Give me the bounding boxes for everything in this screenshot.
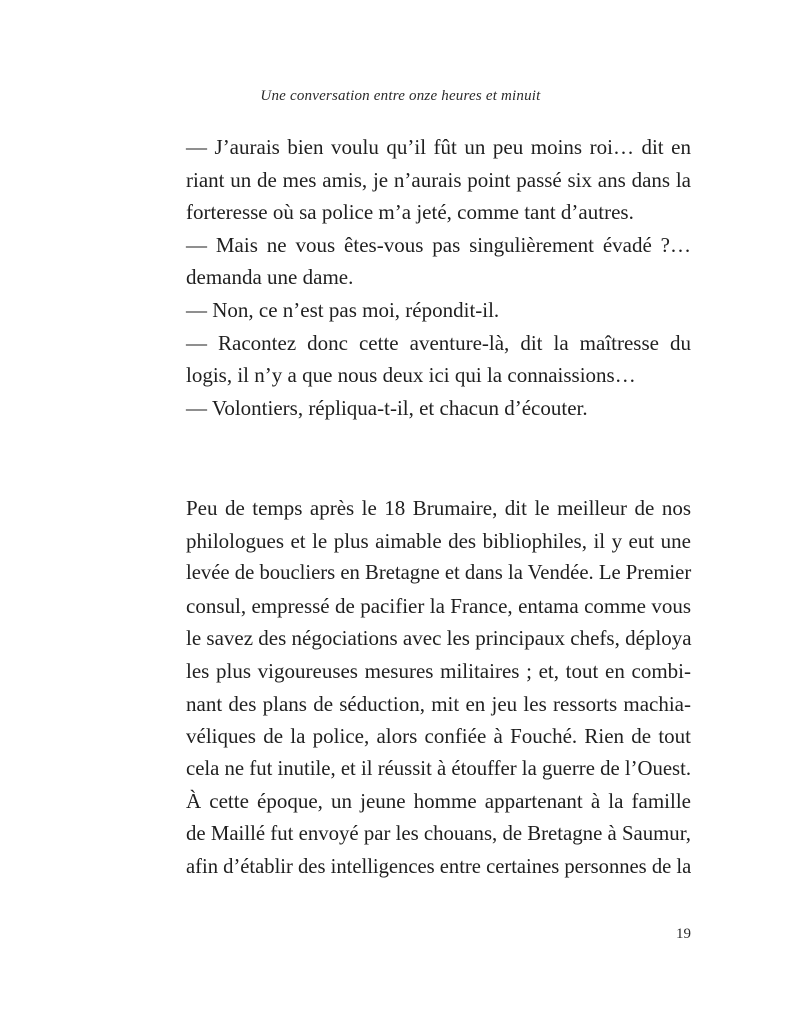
text-line: À cette époque, un jeune homme appartenant à la famille [186, 789, 691, 814]
narrative-section [156, 492, 691, 883]
text-line: — Volontiers, répliqua-t-il, et chacun d’écouter. [186, 395, 588, 420]
text-line: le savez des négociations avec les principaux chefs, déploya [186, 626, 692, 651]
text-line: riant un de mes amis, je n’aurais point passé six ans dans la [186, 167, 691, 192]
text-line: cela ne fut inutile, et il réussit à étouffer la guerre de l’Ouest. [186, 757, 692, 780]
text-line: — Non, ce n’est pas moi, répondit-il. [186, 297, 500, 322]
text-line: — Racontez donc cette aventure-là, dit la maîtresse du [186, 330, 691, 355]
text-line: consul, empressé de pacifier la France, entama comme vous [186, 593, 691, 618]
narrative-paragraph [156, 785, 691, 883]
text-line: forteresse où sa police m’a jeté, comme tant d’autres. [186, 200, 634, 225]
text-line: logis, il n’y a que nous deux ici qui la connaissions… [186, 363, 636, 388]
dialogue-paragraph [156, 294, 691, 327]
text-line: nant des plans de séduction, mit en jeu les ressorts machia- [186, 691, 691, 716]
dialogue-paragraph [156, 131, 691, 229]
dialogue-paragraph [156, 229, 691, 294]
page-number: 19 [676, 926, 691, 942]
text-line: demanda une dame. [186, 265, 354, 290]
dialogue-paragraph [156, 327, 691, 392]
text-line: véliques de la police, alors confiée à Fouché. Rien de tout [186, 724, 691, 749]
text-line: les plus vigoureuses mesures militaires ; et, tout en combi- [186, 658, 691, 683]
narrative-paragraph [156, 492, 691, 785]
text-line: Peu de temps après le 18 Brumaire, dit le meilleur de nos [186, 496, 691, 520]
dialogue-section [156, 131, 691, 424]
running-head: Une conversation entre onze heures et minuit [260, 88, 541, 104]
text-line: — J’aurais bien voulu qu’il fût un peu moins roi… dit en [186, 135, 691, 159]
text-line: — Mais ne vous êtes-vous pas singulièrement évadé ?… [186, 232, 691, 257]
text-line: de Maillé fut envoyé par les chouans, de Bretagne à Saumur, [186, 821, 691, 845]
dialogue-paragraph [156, 392, 691, 425]
text-line: philologues et le plus aimable des bibliophiles, il y eut une [186, 528, 691, 553]
text-line: levée de boucliers en Bretagne et dans la Vendée. Le Premier [186, 562, 692, 585]
text-line: afin d’établir des intelligences entre certaines personnes de la [186, 855, 692, 878]
